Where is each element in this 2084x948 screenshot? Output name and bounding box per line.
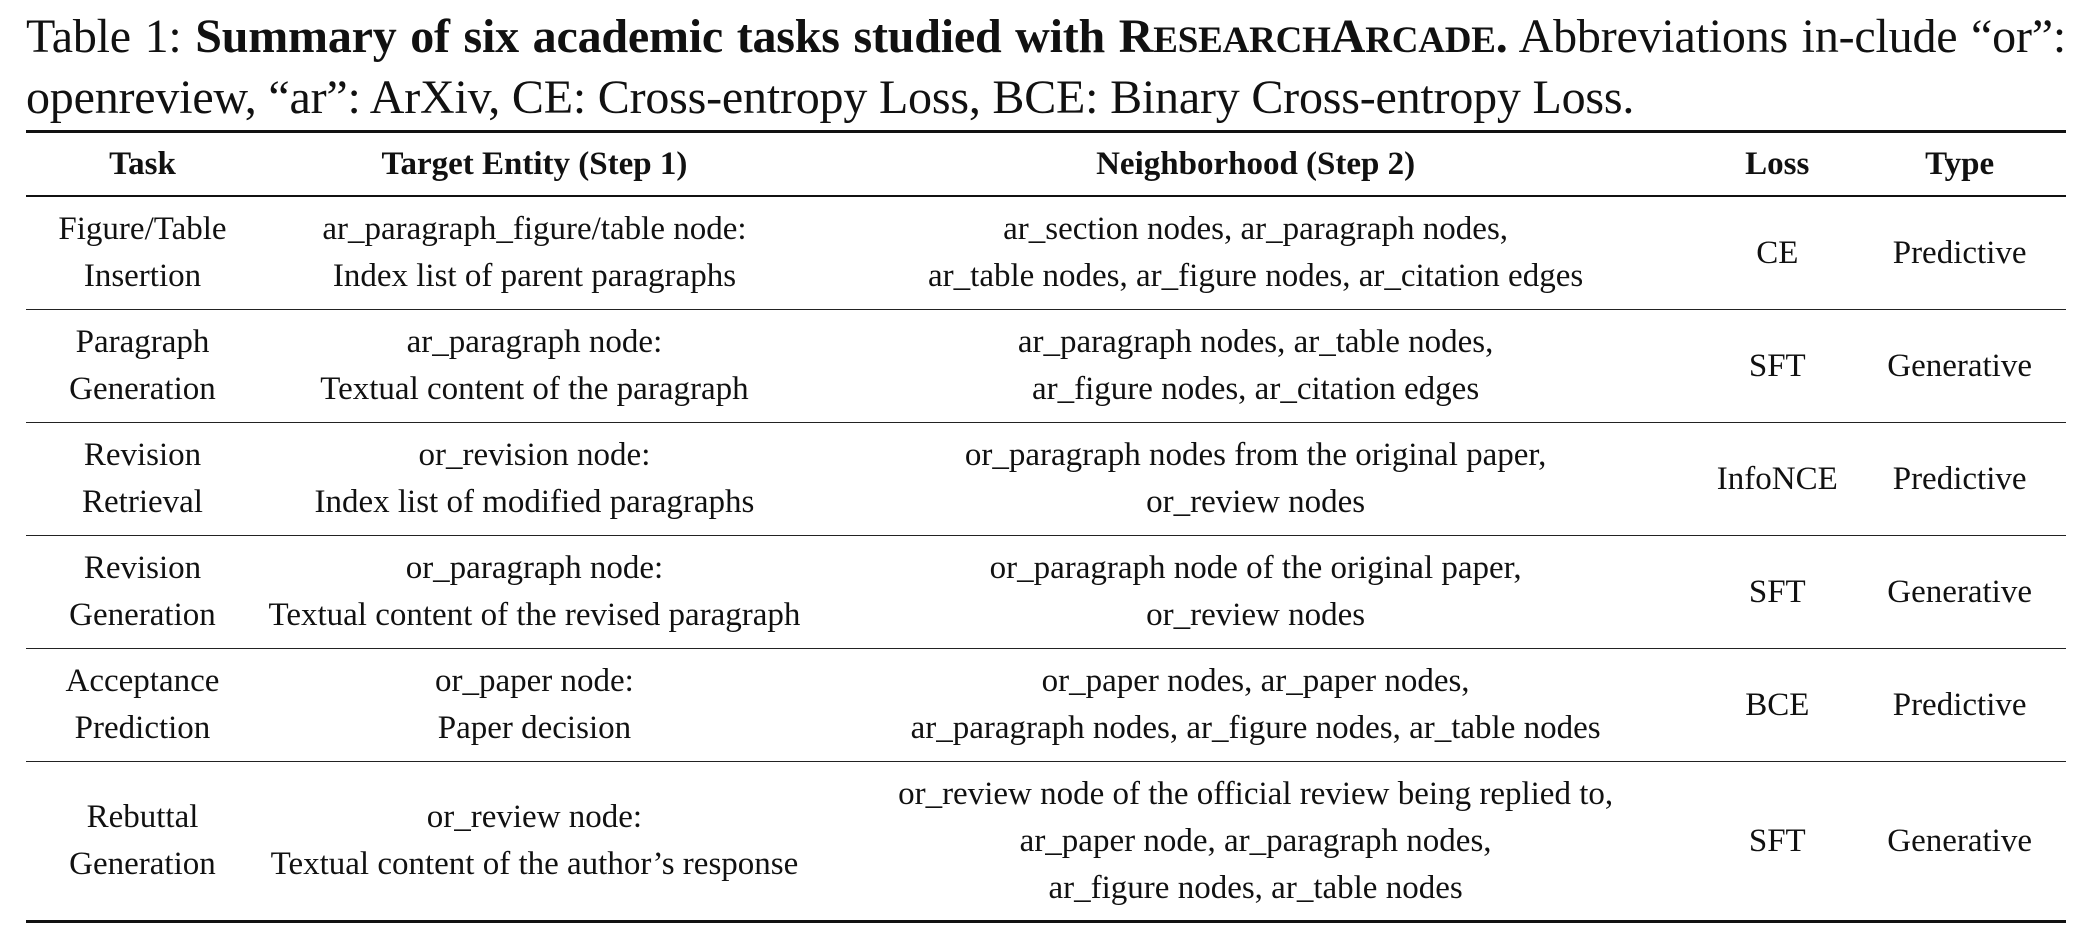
header-loss: Loss <box>1745 145 1810 182</box>
table-row <box>26 423 2066 536</box>
cell-neighborhood: or_review node of the official review being replied to, ar_paper node, ar_paragraph nodes, ar_figure nodes, ar_table nodes <box>898 775 1614 906</box>
cell-target-entity: ar_paragraph_figure/table node: Index list of parent paragraphs <box>322 211 747 294</box>
cell-task: Paragraph Generation <box>69 324 216 407</box>
cell-loss: SFT <box>1748 347 1806 384</box>
header-target-entity: Target Entity (Step 1) <box>381 145 688 182</box>
header-type: Type <box>1925 145 1995 182</box>
cell-task: Acceptance Prediction <box>65 663 220 746</box>
table-header-row <box>26 132 2066 197</box>
cell-target-entity: or_revision node: Index list of modified paragraphs <box>314 437 755 520</box>
cell-type: Generative <box>1887 347 2032 384</box>
cell-task: Revision Generation <box>69 550 216 633</box>
table-row <box>26 649 2066 762</box>
caption-system-name: RESEARCHARCADE. <box>1118 10 1508 63</box>
cell-type: Predictive <box>1892 686 2027 723</box>
cell-neighborhood: ar_paragraph nodes, ar_table nodes, ar_figure nodes, ar_citation edges <box>1017 324 1494 407</box>
cell-type: Predictive <box>1892 234 2027 271</box>
cell-loss: SFT <box>1748 822 1806 859</box>
table-row <box>26 310 2066 423</box>
caption-label: Table 1: <box>26 10 182 63</box>
cell-loss: InfoNCE <box>1716 460 1838 497</box>
table-row <box>26 536 2066 649</box>
table-row <box>26 762 2066 922</box>
cell-task: Figure/Table Insertion <box>58 211 227 294</box>
cell-type: Generative <box>1887 822 2032 859</box>
cell-target-entity: or_paper node: Paper decision <box>435 663 634 746</box>
cell-target-entity: ar_paragraph node: Textual content of the paragraph <box>320 324 749 407</box>
summary-table <box>26 130 2066 923</box>
cell-target-entity: or_paragraph node: Textual content of the revised paragraph <box>268 550 801 633</box>
table-row <box>26 196 2066 310</box>
header-neighborhood: Neighborhood (Step 2) <box>1096 145 1416 182</box>
cell-neighborhood: or_paper nodes, ar_paper nodes, ar_paragraph nodes, ar_figure nodes, ar_table nodes <box>910 663 1601 746</box>
header-task: Task <box>109 145 176 182</box>
cell-type: Predictive <box>1892 460 2027 497</box>
cell-neighborhood: ar_section nodes, ar_paragraph nodes, ar_table nodes, ar_figure nodes, ar_citation edges <box>928 211 1584 294</box>
table-caption <box>26 8 2066 126</box>
cell-task: Revision Retrieval <box>82 437 203 520</box>
cell-type: Generative <box>1887 573 2032 610</box>
cell-loss: BCE <box>1745 686 1810 723</box>
cell-neighborhood: or_paragraph node of the original paper, or_review nodes <box>989 550 1522 633</box>
cell-loss: SFT <box>1748 573 1806 610</box>
caption-bold-prefix: Summary of six academic tasks studied with <box>195 10 1106 63</box>
cell-neighborhood: or_paragraph nodes from the original paper, or_review nodes <box>964 437 1547 520</box>
cell-task: Rebuttal Generation <box>69 799 216 882</box>
cell-loss: CE <box>1756 234 1799 271</box>
cell-target-entity: or_review node: Textual content of the author’s response <box>270 799 799 882</box>
caption-rest: Abbreviations in-clude “or”: openreview, “ar”: ArXiv, CE: Cross-entropy Loss, BCE: Binary Cross-entropy Loss. <box>26 10 2066 124</box>
